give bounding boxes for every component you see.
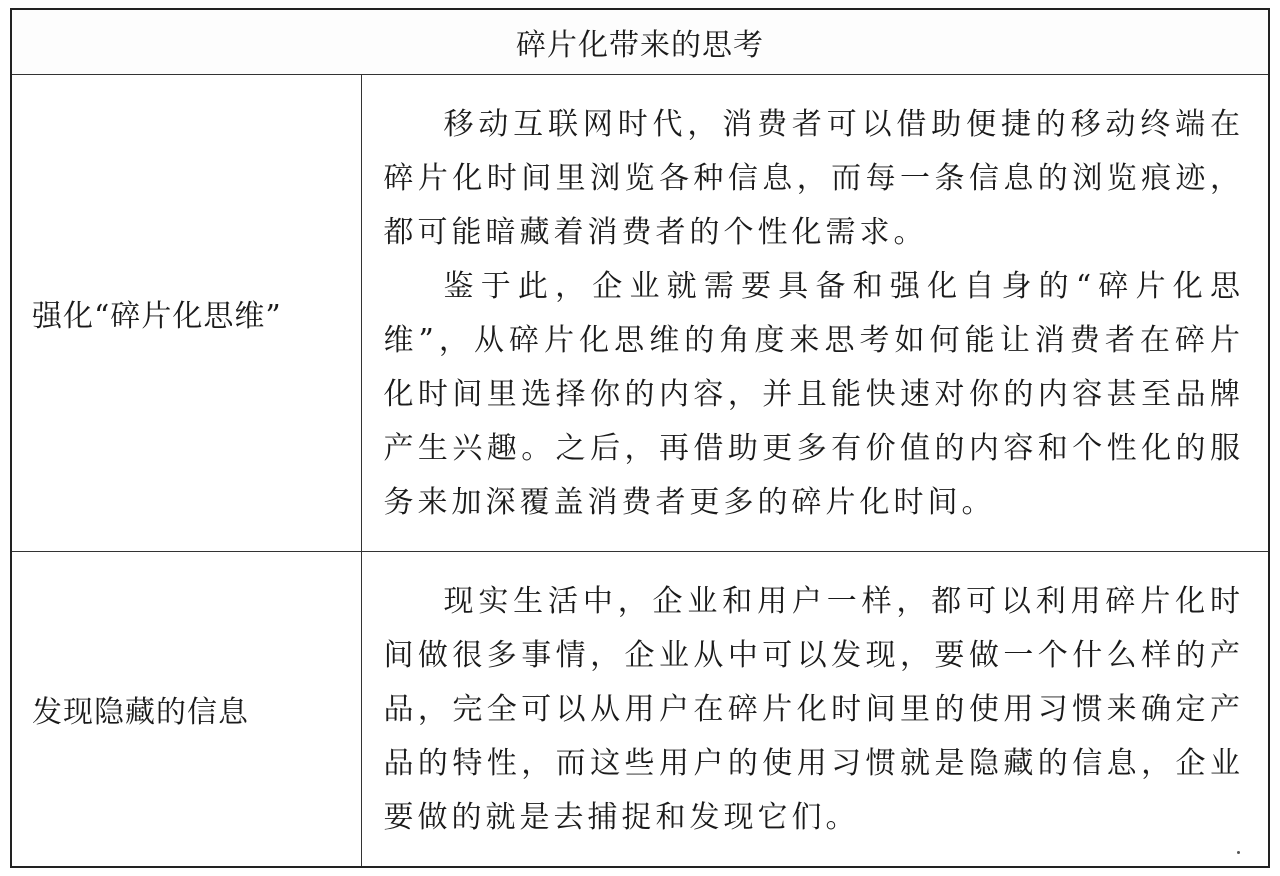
row-label-discover-hidden-info: 发现隐藏的信息 [11, 551, 361, 867]
scan-speck [1237, 851, 1240, 854]
table-row [11, 75, 1269, 551]
paragraph: 移动互联网时代，消费者可以借助便捷的移动终端在碎片化时间里浏览各种信息，而每一条信息的浏览痕迹，都可能暗藏着消费者的个性化需求。 [383, 107, 1244, 251]
paragraph: 鉴于此，企业就需要具备和强化自身的“碎片化思维”，从碎片化思维的角度来思考如何能让消费者在碎片化时间里选择你的内容，并且能快速对你的内容甚至品牌产生兴趣。之后，再借助更多有价值的内容和个性化的服务来加深覆盖消费者更多的碎片化时间。 [383, 269, 1244, 521]
table-header-row [11, 9, 1269, 75]
row-label-strengthen-fragmented-thinking: 强化“碎片化思维” [11, 75, 361, 551]
content-table [10, 8, 1270, 868]
table-row [11, 551, 1269, 867]
row-content [361, 551, 1269, 867]
paragraph: 现实生活中，企业和用户一样，都可以利用碎片化时间做很多事情，企业从中可以发现，要做一个什么样的产品，完全可以从用户在碎片化时间里的使用习惯来确定产品的特性，而这些用户的使用习惯就是隐藏的信息，企业要做的就是去捕捉和发现它们。 [383, 583, 1244, 835]
table-title: 碎片化带来的思考 [11, 9, 1269, 75]
row-content [361, 75, 1269, 551]
